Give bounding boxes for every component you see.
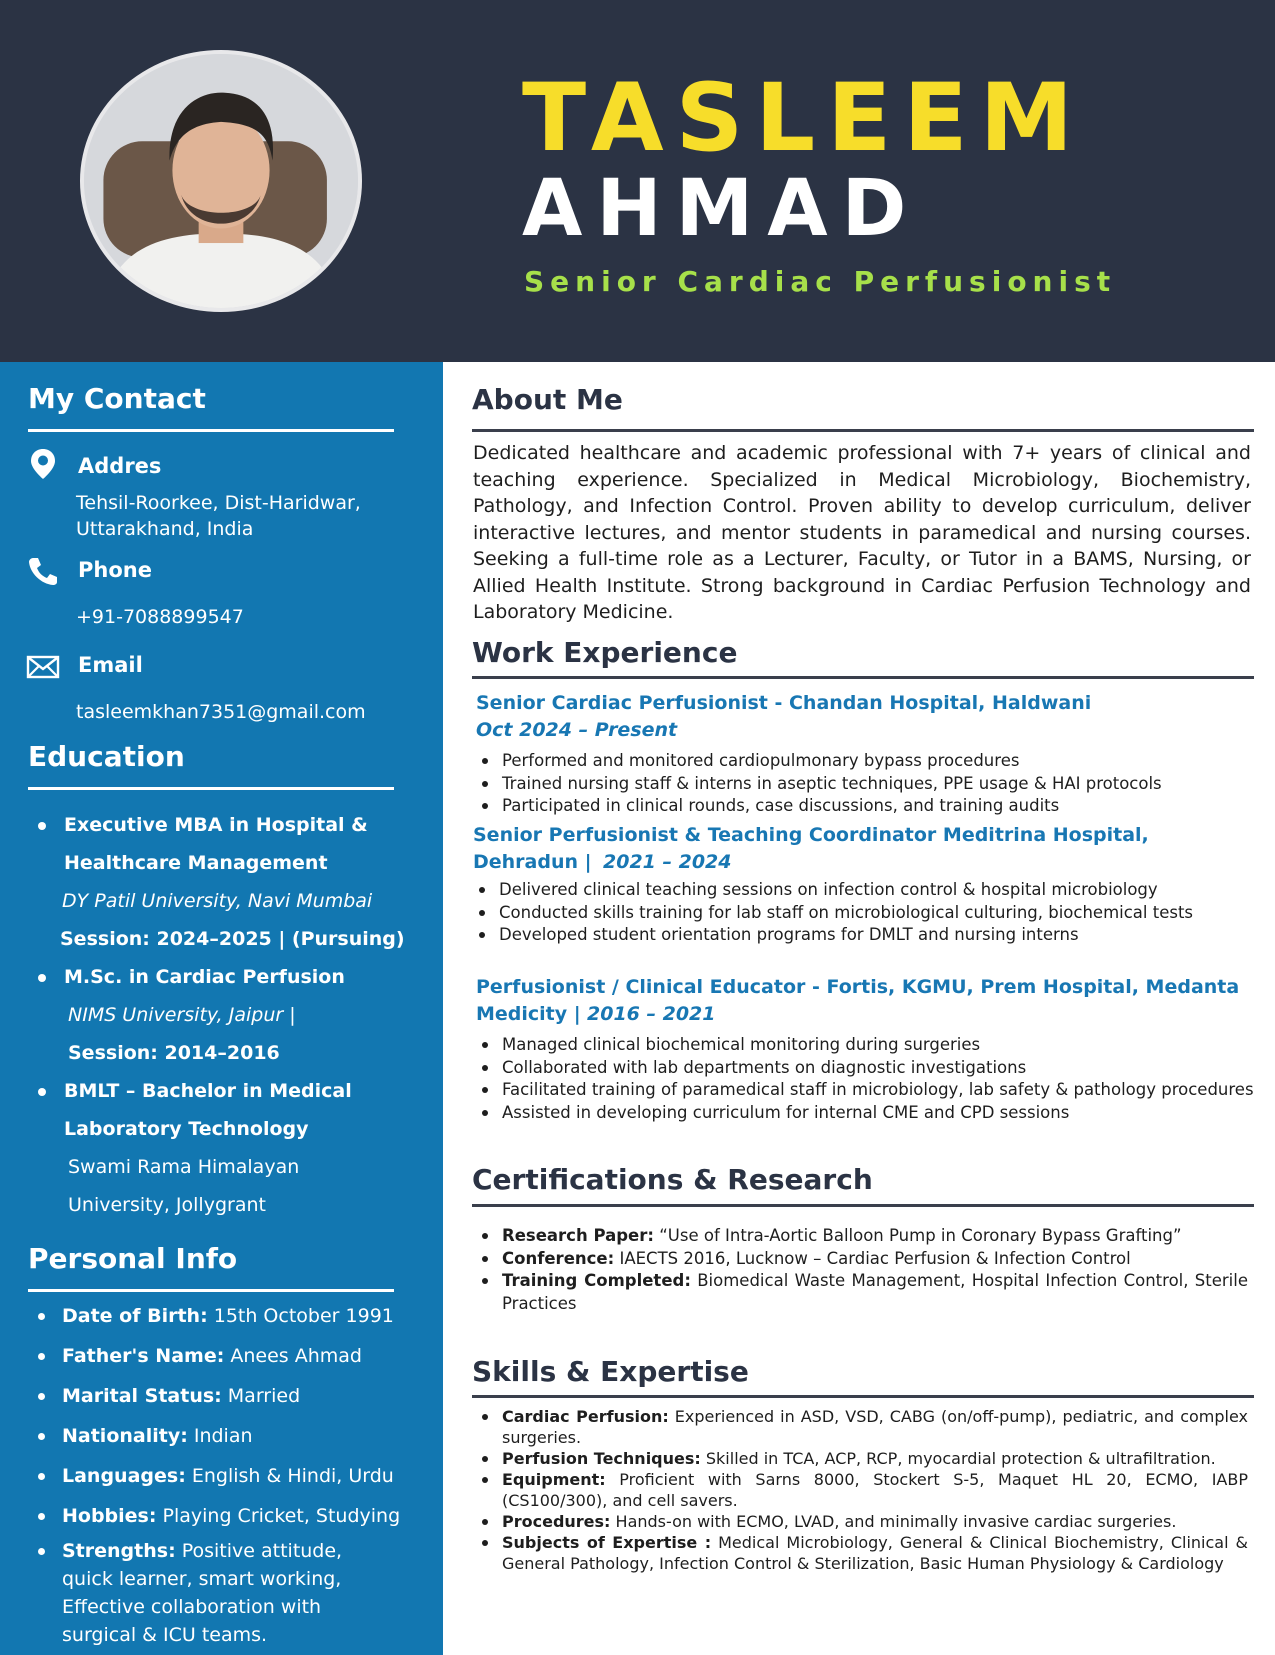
list-item: Conducted skills training for lab staff on microbiological culturing, biochemical tests (473, 902, 1253, 925)
divider (28, 429, 394, 432)
skills-list (476, 1406, 1248, 1574)
degree-title: BMLT – Bachelor in Medical (64, 1080, 352, 1102)
list-item: Subjects of Expertise : Medical Microbiology, General & Clinical Biochemistry, Clinical & General Pathology, Infection Control & Sterilization, Basic Human Physiology & Cardiology (476, 1532, 1248, 1574)
divider (28, 787, 394, 790)
divider (472, 1395, 1254, 1398)
bullet (38, 974, 46, 982)
phone-number[interactable]: +91-7088899547 (76, 606, 244, 628)
email-address[interactable]: tasleemkhan7351@gmail.com (76, 701, 366, 723)
list-item: Participated in clinical rounds, case discussions, and training audits (476, 795, 1256, 818)
list-item: Trained nursing staff & interns in aseptic techniques, PPE usage & HAI protocols (476, 773, 1256, 796)
degree-title: Executive MBA in Hospital & (64, 814, 368, 836)
list-item: Perfusion Techniques: Skilled in TCA, ACP, RCP, myocardial protection & ultrafiltration. (476, 1448, 1248, 1469)
divider (28, 1289, 394, 1292)
list-item: Training Completed: Biomedical Waste Management, Hospital Infection Control, Sterile Practices (476, 1270, 1248, 1315)
job-dates: 2016 – 2021 (587, 1003, 716, 1025)
job-dates: Oct 2024 – Present (476, 719, 678, 741)
list-item: Delivered clinical teaching sessions on infection control & hospital microbiology (473, 879, 1253, 902)
job-dates: 2021 – 2024 (603, 851, 732, 873)
personal-info-heading: Personal Info (28, 1242, 238, 1275)
location-pin-icon (26, 447, 60, 481)
skills-heading: Skills & Expertise (472, 1355, 749, 1388)
institution: University, Jollygrant (68, 1194, 266, 1216)
institution: Swami Rama Himalayan (68, 1156, 300, 1178)
session: Session: 2014–2016 (68, 1042, 280, 1064)
list-item: Collaborated with lab departments on diagnostic investigations (476, 1057, 1256, 1080)
about-heading: About Me (472, 383, 623, 416)
sidebar: My Contact Addres Tehsil-Roorkee, Dist-Haridwar, Uttarakhand, India Phone +91-7088899547 Email tasleemkhan7351@gmail.com Education Executive MBA in Hospital & Healthcare Management DY Patil University, Navi Mumbai Session: 2024–2025 | (Pursuing) M.Sc. in Cardiac Perfusion NIMS University, Jaipur | Session: 2014–2016 BMLT – Bachelor in Medical Laboratory Technology Swami Rama Himalayan University, Jollygrant Personal Info Date of Birth: 15th October 1991 Father's Name: Anees Ahmad Marital Status: Married Nationality: Indian Languages: English & Hindi, Urdu Hobbies: Playing Cricket, Studying Strengths: Positive attitude, quick learner, smart working, Effective collaboration with surgical & ICU teams. (0, 362, 443, 1655)
about-text: Dedicated healthcare and academic professional with 7+ years of clinical and teaching experience. Specialized in Medical Microbiology, Biochemistry, Pathology, and Infection Control. Proven ability to develop curriculum, deliver interactive lectures, and mentor students in paramedical and nursing courses. Seeking a full-time role as a Lecturer, Faculty, or Tutor in a BAMS, Nursing, or Allied Health Institute. Strong background in Cardiac Perfusion Technology and Laboratory Medicine. (473, 442, 1251, 623)
job-title: Senior Cardiac Perfusionist (524, 265, 1117, 298)
address-line: Uttarakhand, India (76, 518, 254, 540)
first-name: TASLEEM (522, 64, 1086, 173)
job-position: Senior Perfusionist & Teaching Coordinator Meditrina Hospital, (473, 824, 1149, 846)
list-item: Conference: IAECTS 2016, Lucknow – Cardiac Perfusion & Infection Control (476, 1248, 1248, 1271)
list-item: Assisted in developing curriculum for internal CME and CPD sessions (476, 1102, 1256, 1125)
degree-title: Laboratory Technology (64, 1118, 309, 1140)
work-heading: Work Experience (472, 636, 738, 669)
bullet (38, 822, 46, 830)
contact-heading: My Contact (28, 382, 206, 415)
list-item: Equipment: Proficient with Sarns 8000, Stockert S-5, Maquet HL 20, ECMO, IABP (CS100/300), and cell savers. (476, 1469, 1248, 1511)
list-item: Procedures: Hands-on with ECMO, LVAD, and minimally invasive cardiac surgeries. (476, 1511, 1248, 1532)
address-line: Tehsil-Roorkee, Dist-Haridwar, (76, 492, 361, 514)
education-heading: Education (28, 740, 185, 773)
list-item: Research Paper: “Use of Intra-Aortic Balloon Pump in Coronary Bypass Grafting” (476, 1225, 1248, 1248)
job-duties (476, 750, 1256, 818)
envelope-icon (26, 650, 60, 684)
session: Session: 2024–2025 | (Pursuing) (60, 928, 405, 950)
resume-header (0, 0, 1275, 362)
list-item: Facilitated training of paramedical staff in microbiology, lab safety & pathology procedures (476, 1079, 1256, 1102)
last-name: AHMAD (522, 164, 921, 254)
phone-icon (26, 554, 60, 588)
list-item: Managed clinical biochemical monitoring during surgeries (476, 1034, 1256, 1057)
job-duties (476, 1034, 1256, 1124)
job-position-continued: Dehradun | (473, 851, 592, 873)
degree-title: Healthcare Management (64, 852, 328, 874)
degree-title: M.Sc. in Cardiac Perfusion (64, 966, 345, 988)
divider (472, 429, 1254, 432)
list-item: Developed student orientation programs for DMLT and nursing interns (473, 924, 1253, 947)
list-item: Performed and monitored cardiopulmonary bypass procedures (476, 750, 1256, 773)
job-duties (473, 879, 1253, 947)
institution: DY Patil University, Navi Mumbai (62, 890, 373, 912)
institution: NIMS University, Jaipur | (68, 1004, 296, 1026)
certifications-list (476, 1225, 1248, 1315)
email-label: Email (78, 653, 143, 677)
profile-photo (80, 50, 362, 312)
job-position-continued: Medicity | (476, 1003, 581, 1025)
bullet (38, 1088, 46, 1096)
job-position: Senior Cardiac Perfusionist - Chandan Hospital, Haldwani (476, 692, 1092, 714)
phone-label: Phone (78, 558, 152, 582)
job-position: Perfusionist / Clinical Educator - Fortis, KGMU, Prem Hospital, Medanta (476, 976, 1240, 998)
list-item: Cardiac Perfusion: Experienced in ASD, VSD, CABG (on/off-pump), pediatric, and complex surgeries. (476, 1406, 1248, 1448)
divider (472, 676, 1254, 679)
certifications-heading: Certifications & Research (472, 1163, 873, 1196)
divider (472, 1204, 1254, 1207)
address-label: Addres (78, 454, 162, 478)
